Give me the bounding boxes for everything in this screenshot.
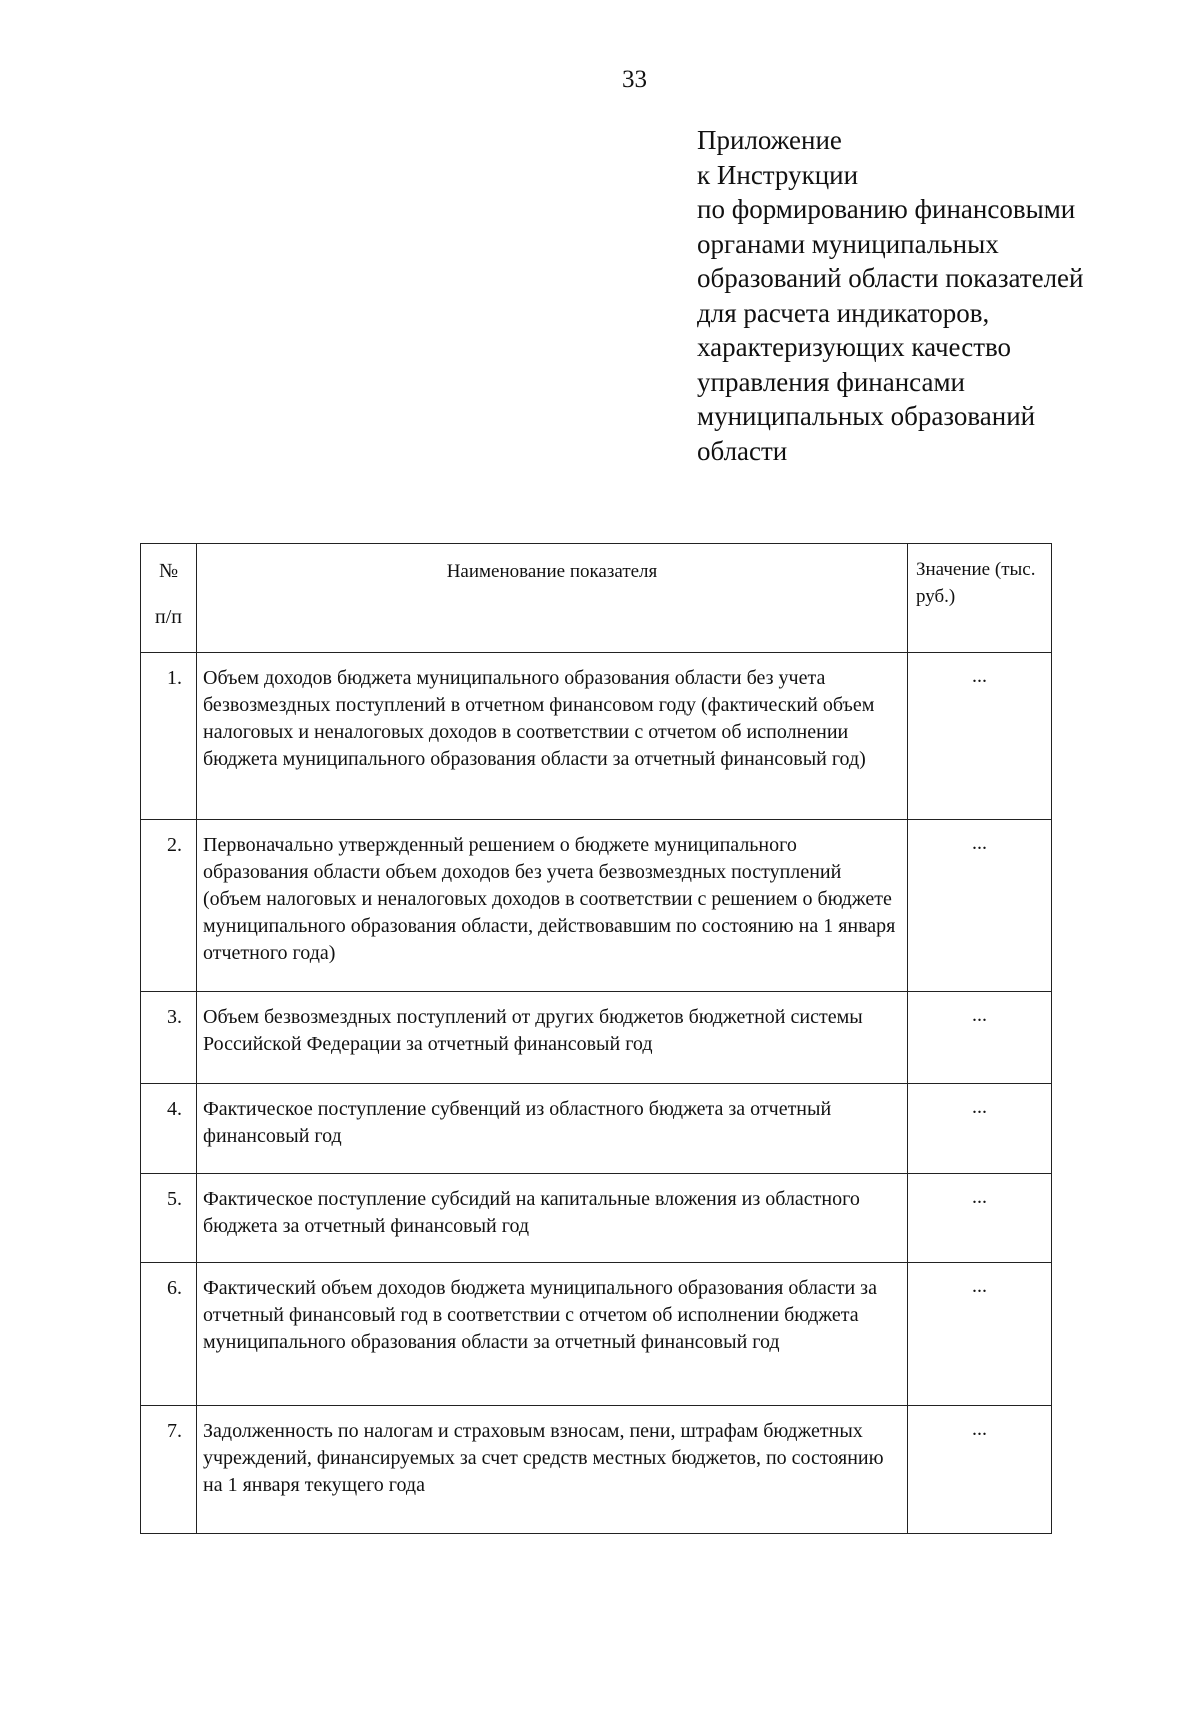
indicators-table: [140, 543, 1052, 1534]
row-indicator-name: Объем доходов бюджета муниципального образования области без учета безвозмездных поступлений в отчетном финансовом году (фактический объем налоговых и неналоговых доходов в соответствии с отчетом об исполнении бюджета муниципального образования области за отчетный финансовый год): [197, 653, 908, 820]
header-number-symbol: №: [158, 560, 179, 582]
header-indicator-name: Наименование показателя: [197, 544, 908, 653]
table-row: [141, 1174, 1052, 1263]
row-indicator-name: Фактическое поступление субсидий на капитальные вложения из областного бюджета за отчетный финансовый год: [197, 1174, 908, 1263]
page-number: 33: [622, 66, 647, 93]
table-row: [141, 1406, 1052, 1534]
table-header-row: [141, 544, 1052, 653]
table-row: [141, 1084, 1052, 1174]
table-row: [141, 1263, 1052, 1406]
row-indicator-name: Фактический объем доходов бюджета муниципального образования области за отчетный финансовый год в соответствии с отчетом об исполнении бюджета муниципального образования области за отчетный финансовый год: [197, 1263, 908, 1406]
row-value: ...: [908, 1084, 1052, 1174]
row-number: 1.: [141, 653, 197, 820]
row-indicator-name: Задолженность по налогам и страховым взносам, пени, штрафам бюджетных учреждений, финансируемых за счет средств местных бюджетов, по состоянию на 1 января текущего года: [197, 1406, 908, 1534]
row-indicator-name: Фактическое поступление субвенций из областного бюджета за отчетный финансовый год: [197, 1084, 908, 1174]
appendix-line: Приложение: [697, 125, 842, 155]
row-number: 2.: [141, 820, 197, 992]
row-value: ...: [908, 653, 1052, 820]
row-value: ...: [908, 820, 1052, 992]
row-number: 6.: [141, 1263, 197, 1406]
appendix-line: образований области показателей: [697, 263, 1084, 293]
appendix-line: к Инструкции: [697, 159, 859, 190]
header-number-abbr: п/п: [155, 606, 182, 628]
appendix-line: муниципальных образований: [697, 401, 1036, 431]
row-number: 7.: [141, 1406, 197, 1534]
row-indicator-name: Объем безвозмездных поступлений от других бюджетов бюджетной системы Российской Федерации за отчетный финансовый год: [197, 992, 908, 1084]
row-number: 5.: [141, 1174, 197, 1263]
appendix-line: области: [697, 435, 788, 466]
table-row: [141, 992, 1052, 1084]
row-value: ...: [908, 992, 1052, 1084]
row-number: 4.: [141, 1084, 197, 1174]
row-indicator-name: Первоначально утвержденный решением о бюджете муниципального образования области объем доходов без учета безвозмездных поступлений (объем налоговых и неналоговых доходов в соответствии с решением о бюджете муниципального образования области, действовавшим по состоянию на 1 января отчетного года): [197, 820, 908, 992]
table-row: [141, 653, 1052, 820]
row-value: ...: [908, 1406, 1052, 1534]
appendix-line: по формированию финансовыми: [697, 194, 1076, 224]
appendix-line: для расчета индикаторов,: [697, 297, 990, 328]
table-row: [141, 820, 1052, 992]
row-value: ...: [908, 1174, 1052, 1263]
appendix-heading: [697, 123, 1177, 468]
header-number: [141, 544, 197, 653]
row-value: ...: [908, 1263, 1052, 1406]
appendix-line: управления финансами: [697, 366, 966, 397]
row-number: 3.: [141, 992, 197, 1084]
appendix-line: характеризующих качество: [697, 332, 1012, 362]
header-value: Значение (тыс. руб.): [908, 544, 1052, 653]
appendix-line: органами муниципальных: [697, 228, 999, 259]
